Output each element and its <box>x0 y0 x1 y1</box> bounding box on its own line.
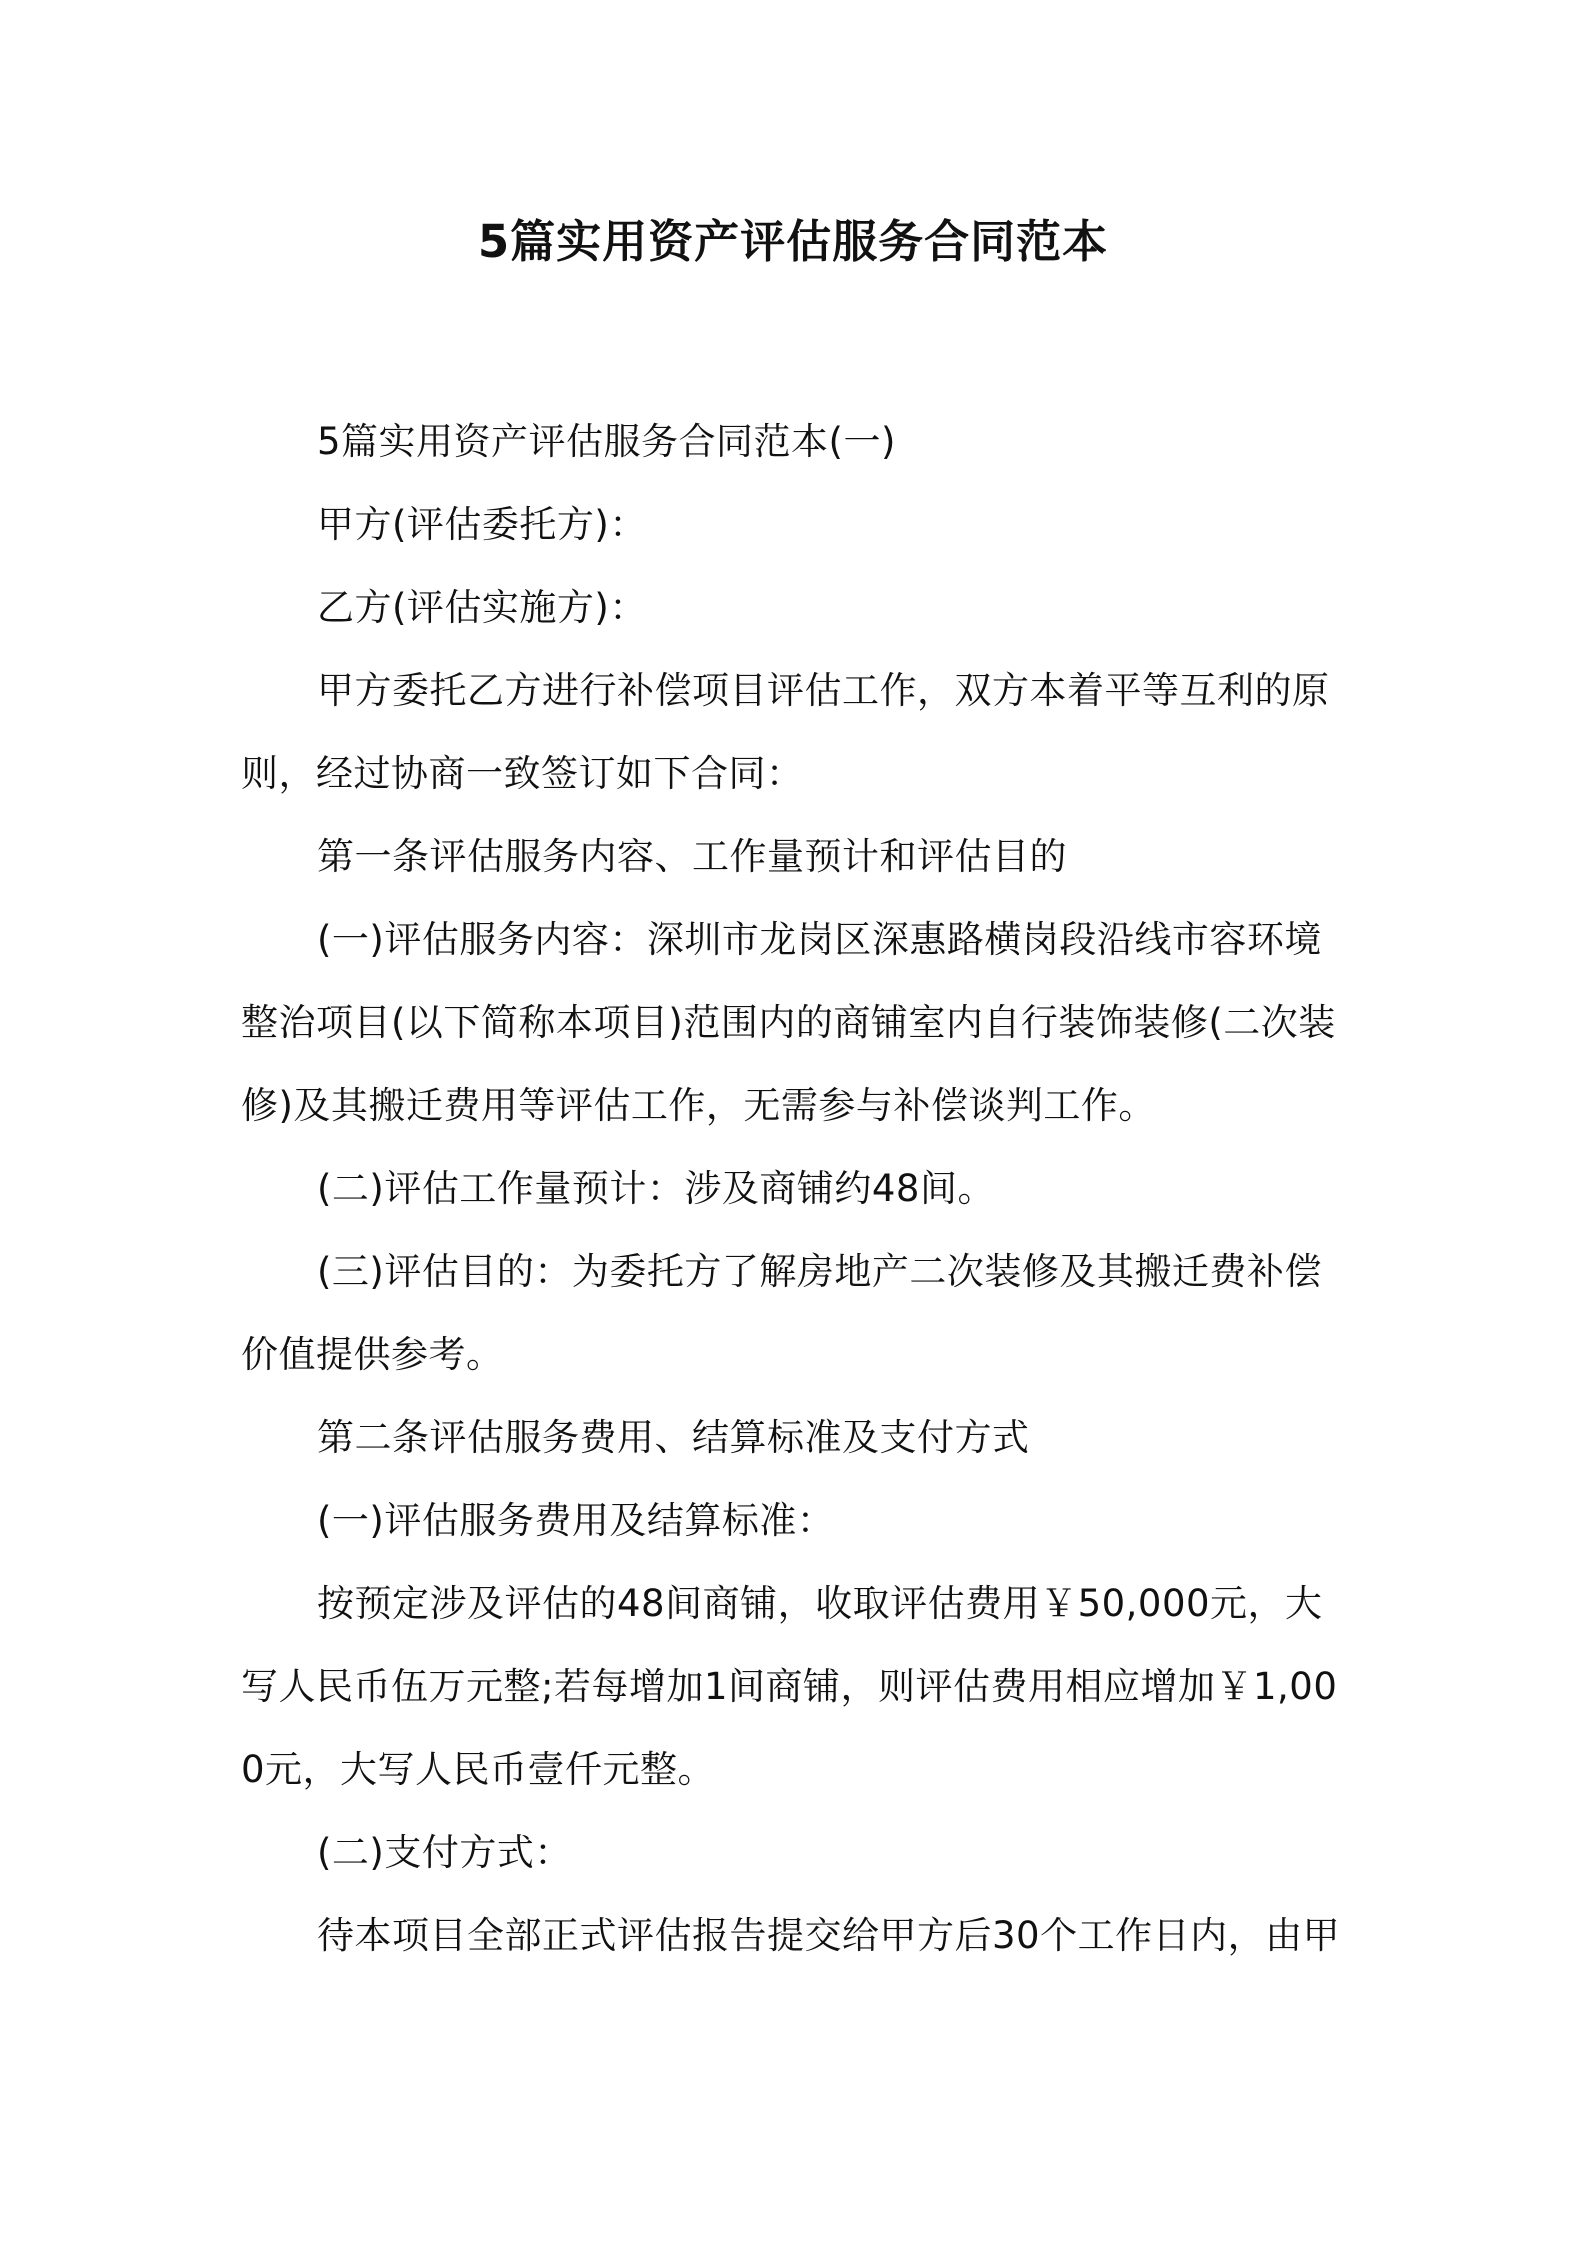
paragraph-fee-standard-heading: (一)评估服务费用及结算标准： <box>317 1499 835 1542</box>
paragraph-payment-terms: 待本项目全部正式评估报告提交给甲方后30个工作日内，由甲 <box>317 1914 1341 1957</box>
paragraph-service-content: (一)评估服务内容：深圳市龙岗区深惠路横岗段沿线市容环境整治项目(以下简称本项目)范围内的商铺室内自行装饰装修(二次装修)及其搬迁费用等评估工作，无需参与补偿谈判工作。 <box>241 918 1336 1127</box>
paragraph-contract-heading: 5篇实用资产评估服务合同范本(一) <box>317 420 896 463</box>
paragraph-article-2-heading: 第二条评估服务费用、结算标准及支付方式 <box>317 1416 1030 1459</box>
paragraph-party-b: 乙方(评估实施方)： <box>317 586 647 629</box>
document-title: 5篇实用资产评估服务合同范本 <box>477 215 1109 268</box>
document-body <box>241 400 1351 1977</box>
paragraph-fee-details: 按预定涉及评估的48间商铺，收取评估费用￥50,000元，大写人民币伍万元整;若每增加1间商铺，则评估费用相应增加￥1,000元，大写人民币壹仟元整。 <box>241 1582 1338 1791</box>
paragraph-party-a: 甲方(评估委托方)： <box>317 503 647 546</box>
paragraph-preamble: 甲方委托乙方进行补偿项目评估工作，双方本着平等互利的原则，经过协商一致签订如下合同： <box>241 669 1330 795</box>
paragraph-workload-estimate: (二)评估工作量预计：涉及商铺约48间。 <box>317 1167 995 1210</box>
paragraph-payment-method-heading: (二)支付方式： <box>317 1831 572 1874</box>
paragraph-evaluation-purpose: (三)评估目的：为委托方了解房地产二次装修及其搬迁费补偿价值提供参考。 <box>241 1250 1322 1376</box>
paragraph-article-1-heading: 第一条评估服务内容、工作量预计和评估目的 <box>317 835 1067 878</box>
